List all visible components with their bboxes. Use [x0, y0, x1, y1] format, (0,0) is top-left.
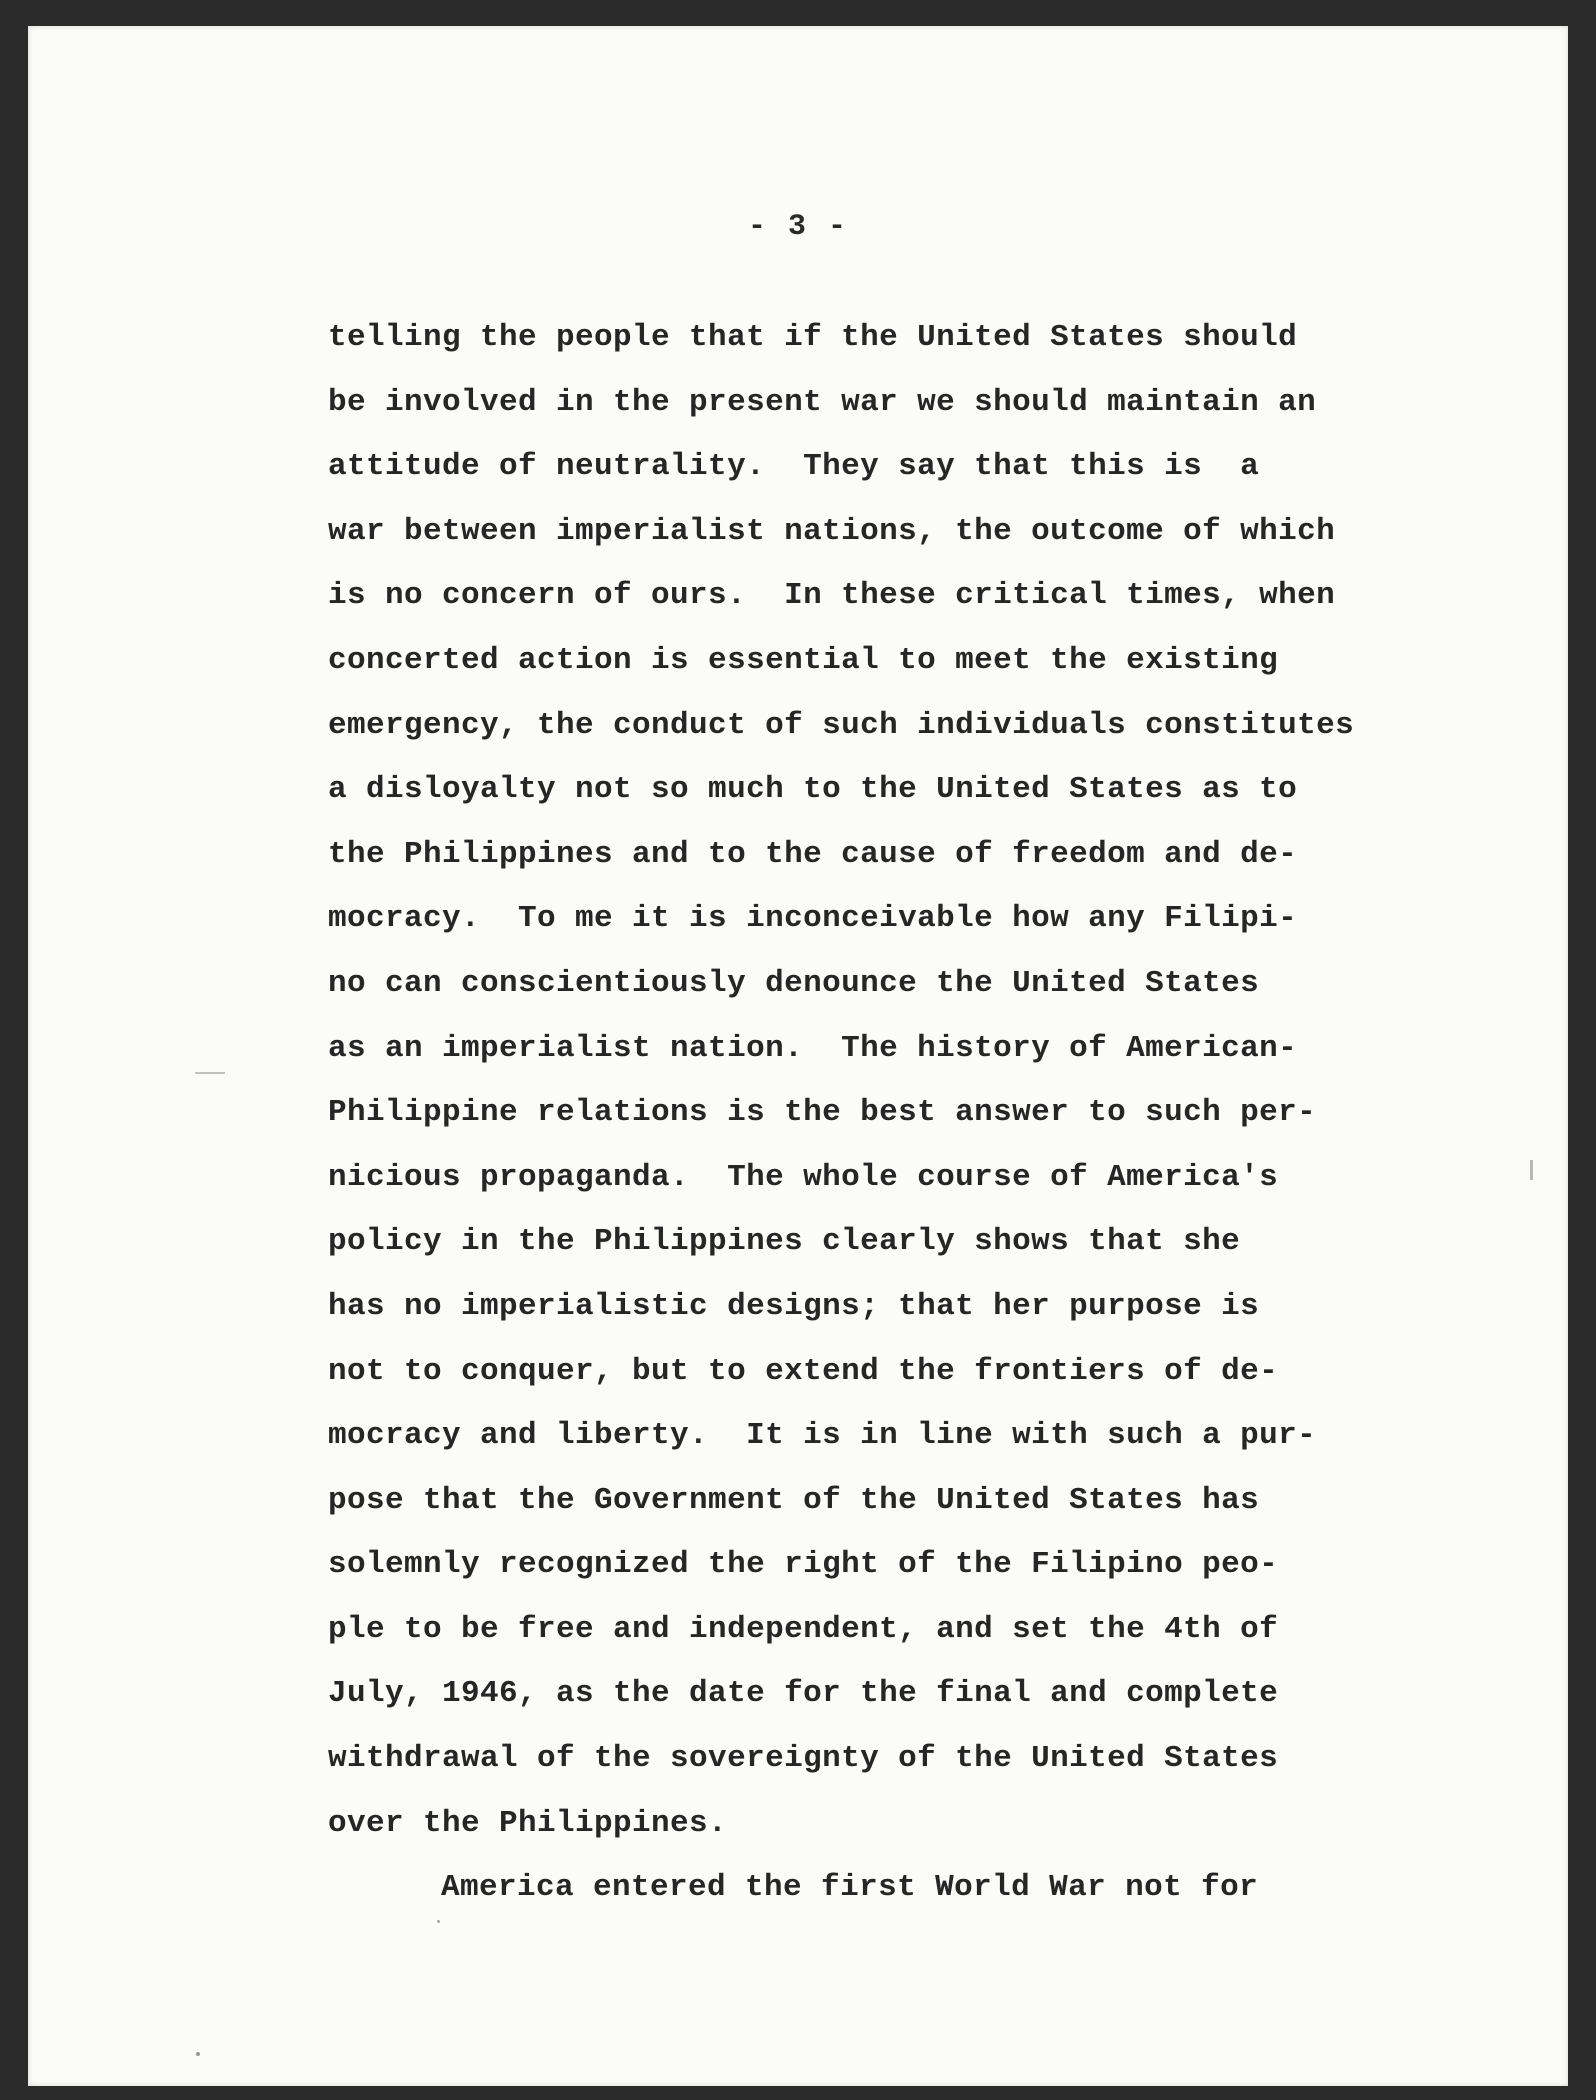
text-line: telling the people that if the United States should — [328, 320, 1298, 355]
text-line: not to conquer, but to extend the frontiers of de- — [328, 1353, 1279, 1389]
text-line: mocracy. To me it is inconceivable how any Filipi- — [328, 901, 1298, 937]
text-line: the Philippines and to the cause of freedom and de- — [328, 836, 1298, 872]
text-line: is no concern of ours. In these critical times, when — [328, 578, 1336, 614]
text-line: emergency, the conduct of such individuals constitutes — [328, 707, 1355, 743]
page-number: - 3 - — [747, 210, 848, 244]
text-line: nicious propaganda. The whole course of America's — [328, 1159, 1279, 1195]
text-line: be involved in the present war we should maintain an — [328, 384, 1317, 420]
scan-speck — [1530, 1160, 1533, 1180]
body-text — [328, 306, 1478, 1921]
text-line: withdrawal of the sovereignty of the United States — [328, 1741, 1279, 1777]
text-line: over the Philippines. — [328, 1805, 728, 1841]
text-line: no can conscientiously denounce the United States — [328, 965, 1260, 1001]
text-line: pose that the Government of the United States has — [328, 1482, 1260, 1518]
text-line: war between imperialist nations, the outcome of which — [328, 513, 1336, 549]
scan-speck — [195, 1072, 225, 1074]
scan-speck — [437, 1920, 440, 1923]
text-line: as an imperialist nation. The history of American- — [328, 1030, 1298, 1066]
scan-speck — [196, 2052, 200, 2056]
text-line: has no imperialistic designs; that her purpose is — [328, 1288, 1260, 1324]
text-line: policy in the Philippines clearly shows that she — [328, 1224, 1241, 1260]
text-line: Philippine relations is the best answer to such per- — [328, 1095, 1317, 1131]
text-line: attitude of neutrality. They say that this is a — [328, 449, 1260, 485]
text-line: ple to be free and independent, and set the 4th of — [328, 1611, 1279, 1647]
paragraph-start-line: America entered the first World War not for — [441, 1870, 1259, 1906]
text-line: mocracy and liberty. It is in line with such a pur- — [328, 1418, 1317, 1454]
text-line: solemnly recognized the right of the Filipino peo- — [328, 1547, 1279, 1583]
text-line: July, 1946, as the date for the final and complete — [328, 1676, 1279, 1712]
text-line: concerted action is essential to meet the existing — [328, 642, 1279, 678]
text-line: a disloyalty not so much to the United States as to — [328, 772, 1298, 808]
